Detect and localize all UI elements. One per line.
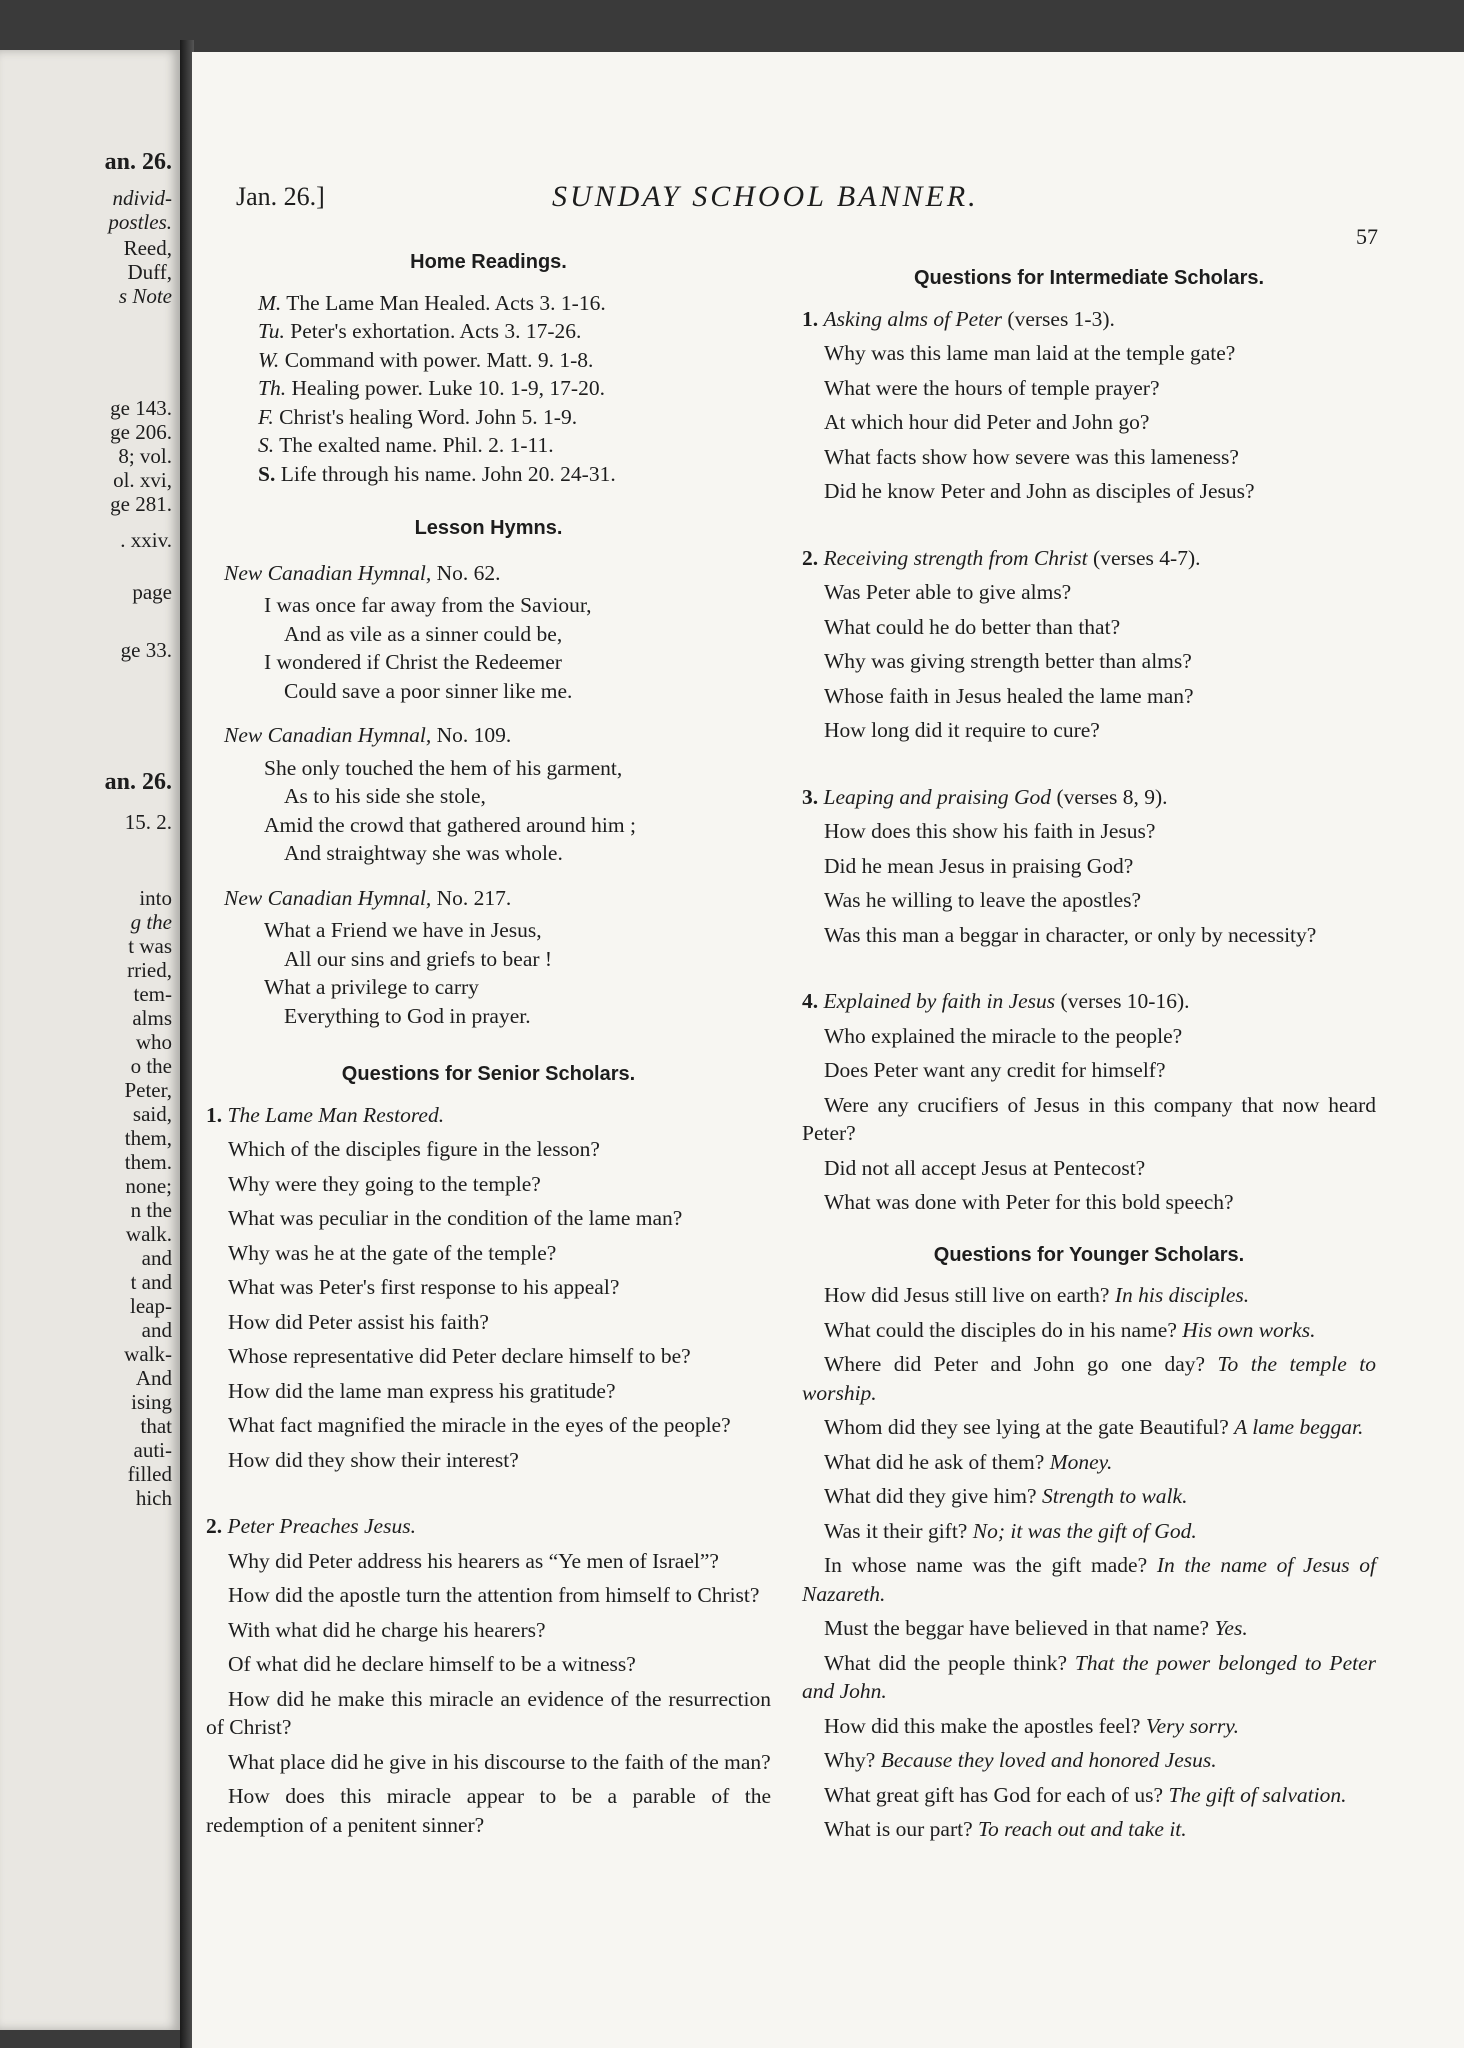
left-page-fragment: into <box>139 886 172 910</box>
hymn-line: I wondered if Christ the Redeemer <box>264 650 562 674</box>
left-page-fragment: . xxiv. <box>120 528 172 552</box>
question-item: Why did Peter address his hearers as “Ye men of Israel”? <box>228 1548 719 1573</box>
answer-text: In his disciples. <box>1114 1283 1250 1307</box>
left-page-fragment: hich <box>135 1486 172 1510</box>
left-column <box>206 248 771 1845</box>
question-item: Whose representative did Peter declare himself to be? <box>228 1344 691 1368</box>
question-item <box>802 1316 1376 1345</box>
question-item: Did not all accept Jesus at Pentecost? <box>824 1155 1146 1180</box>
reading-text: The exalted name. Phil. 2. 1-11. <box>279 433 554 457</box>
left-page-fragment: Duff, <box>127 260 172 284</box>
left-page-fragment: an. 26. <box>104 769 172 795</box>
question-text: What did the people think? <box>824 1650 1067 1675</box>
question-item: How did he make this miracle an evidence of the resurrection of Christ? <box>206 1686 771 1739</box>
question-item: Why was he at the gate of the temple? <box>228 1240 557 1265</box>
hymn-source-name: New Canadian Hymnal, <box>224 885 432 910</box>
section-gap <box>206 1480 771 1500</box>
section-number: 3. <box>802 784 819 809</box>
question-item <box>802 1281 1376 1310</box>
question-item: How did the apostle turn the attention from himself to Christ? <box>228 1583 760 1607</box>
section-number: 1. <box>802 306 819 331</box>
question-section-title <box>802 783 1376 812</box>
left-page-fragment: walk- <box>124 1342 172 1366</box>
home-readings-list <box>206 289 771 489</box>
question-item: How did Peter assist his faith? <box>228 1309 489 1334</box>
question-item: Did he mean Jesus in praising God? <box>824 853 1134 878</box>
question-item <box>802 1614 1376 1643</box>
question-item: Were any crucifiers of Jesus in this company that now heard Peter? <box>802 1092 1376 1145</box>
left-page-fragment: s Note <box>118 284 172 308</box>
hymn-number: No. 217. <box>436 885 512 910</box>
younger-questions <box>802 1281 1376 1844</box>
question-text: How did this make the apostles feel? <box>824 1713 1141 1738</box>
reading-text: The Lame Man Healed. Acts 3. 1-16. <box>286 290 606 315</box>
question-text: In whose name was the gift made? <box>824 1553 1148 1577</box>
left-page-fragment: 8; vol. <box>118 444 172 468</box>
answer-text: Money. <box>1049 1449 1113 1474</box>
question-item: What fact magnified the miracle in the eyes of the people? <box>228 1413 731 1437</box>
question-item <box>802 1350 1376 1407</box>
section-gap <box>802 955 1376 975</box>
left-page-fragment: auti- <box>133 1438 172 1462</box>
section-number: 2. <box>206 1514 223 1538</box>
question-text: What did they give him? <box>824 1484 1037 1508</box>
hymn-line: What a Friend we have in Jesus, <box>264 918 542 942</box>
answer-text: Very sorry. <box>1145 1713 1239 1738</box>
senior-questions <box>206 1101 771 1840</box>
section-gap <box>802 512 1376 532</box>
reading-text: Christ's healing Word. John 5. 1-9. <box>279 404 578 429</box>
hymn-number: No. 62. <box>436 560 501 585</box>
question-item: Why was this lame man laid at the temple gate? <box>824 341 1236 365</box>
question-item: Was Peter able to give alms? <box>824 580 1072 604</box>
question-text: Whom did they see lying at the gate Beautiful? <box>824 1415 1229 1439</box>
left-page-fragment: an. 26. <box>104 149 172 175</box>
section-verses: (verses 1-3). <box>1007 306 1115 331</box>
question-text: What is our part? <box>824 1817 973 1841</box>
question-text: Must the beggar have believed in that name? <box>824 1616 1210 1640</box>
question-text: What great gift has God for each of us? <box>824 1782 1164 1807</box>
left-page-fragment: rried, <box>127 958 172 982</box>
answer-text: Yes. <box>1214 1616 1248 1640</box>
header-date: Jan. 26.] <box>236 182 325 211</box>
question-text: Where did Peter and John go one day? <box>824 1352 1206 1376</box>
answer-text: The gift of salvation. <box>1168 1782 1347 1807</box>
answer-text: His own works. <box>1182 1317 1316 1342</box>
question-item: What was peculiar in the condition of the lame man? <box>228 1206 683 1230</box>
question-item: How long did it require to cure? <box>824 718 1100 742</box>
section-number: 1. <box>206 1102 223 1127</box>
page <box>192 52 1464 2048</box>
reading-text: Life through his name. John 20. 24-31. <box>280 461 616 486</box>
left-page-fragment: postles. <box>108 210 172 234</box>
left-page-fragment: page <box>132 580 172 604</box>
section-title-text: Asking alms of Peter <box>823 306 1003 331</box>
question-item: How did the lame man express his gratitude? <box>228 1378 616 1403</box>
left-page-fragment: g the <box>130 910 172 934</box>
section-title-text: Receiving strength from Christ <box>823 545 1088 570</box>
senior-questions-heading: Questions for Senior Scholars. <box>341 1063 636 1085</box>
lesson-hymns-heading: Lesson Hymns. <box>414 517 563 539</box>
question-text: What could the disciples do in his name? <box>824 1317 1177 1342</box>
hymn-line: I was once far away from the Saviour, <box>264 593 592 617</box>
question-item <box>802 1482 1376 1511</box>
home-readings-heading: Home Readings. <box>410 251 567 273</box>
hymn-source-name: New Canadian Hymnal, <box>224 560 432 585</box>
left-page-fragment: them. <box>124 1150 172 1174</box>
question-item <box>802 1448 1376 1477</box>
question-item: Who explained the miracle to the people? <box>824 1023 1183 1048</box>
left-page-fragment: none; <box>125 1174 172 1198</box>
intermediate-questions-heading: Questions for Intermediate Scholars. <box>913 267 1265 289</box>
answer-text: A lame beggar. <box>1234 1415 1364 1439</box>
left-page-fragment: ol. xvi, <box>113 468 172 492</box>
left-page-fragment: ge 206. <box>110 420 172 444</box>
left-page-fragment: and <box>141 1246 172 1270</box>
home-reading-item <box>258 317 771 346</box>
question-section-title <box>802 544 1376 573</box>
question-section-title <box>802 987 1376 1016</box>
right-column <box>802 264 1376 1850</box>
question-item: Which of the disciples figure in the lesson? <box>228 1137 600 1161</box>
question-item <box>802 1746 1376 1775</box>
section-verses: (verses 10-16). <box>1060 989 1190 1013</box>
question-item: What were the hours of temple prayer? <box>824 375 1160 400</box>
younger-questions-heading: Questions for Younger Scholars. <box>933 1243 1245 1266</box>
question-text: Why? <box>824 1748 876 1772</box>
question-item: How does this miracle appear to be a parable of the redemption of a penitent sinner? <box>206 1784 771 1837</box>
hymn-source-name: New Canadian Hymnal, <box>224 723 432 747</box>
question-item <box>802 1712 1376 1741</box>
hymn-line: And straightway she was whole. <box>284 841 563 865</box>
section-number: 4. <box>802 989 819 1013</box>
question-item: With what did he charge his hearers? <box>228 1617 546 1642</box>
hymn-source <box>224 559 771 588</box>
question-item <box>802 1551 1376 1608</box>
section-title-text: Leaping and praising God <box>823 784 1052 809</box>
answer-text: That the power belonged to Peter and John. <box>802 1650 1376 1703</box>
section-number: 2. <box>802 545 819 570</box>
question-item <box>802 1815 1376 1844</box>
left-page-fragment: ising <box>131 1390 172 1414</box>
question-item: Was this man a beggar in character, or only by necessity? <box>824 922 1317 947</box>
question-item: What could he do better than that? <box>824 614 1121 639</box>
section-title-text: Peter Preaches Jesus. <box>227 1514 416 1538</box>
question-item: What facts show how severe was this lameness? <box>824 444 1239 469</box>
answer-text: Because they loved and honored Jesus. <box>880 1748 1217 1772</box>
home-reading-item <box>258 289 771 318</box>
reading-day: F. <box>258 404 274 429</box>
question-section-title <box>206 1101 771 1130</box>
answer-text: Strength to walk. <box>1041 1484 1188 1508</box>
left-page-fragment: And <box>135 1366 172 1390</box>
left-page-fragment: Reed, <box>123 236 172 260</box>
left-page-fragment: said, <box>132 1102 172 1126</box>
hymn-line: Could save a poor sinner like me. <box>284 678 573 703</box>
reading-day: W. <box>258 347 280 372</box>
left-page-fragment: o the <box>130 1054 172 1078</box>
left-page-fragment: ge 33. <box>120 638 172 662</box>
left-page-fragment: them, <box>124 1126 172 1150</box>
left-page-fragment: walk. <box>125 1222 172 1246</box>
hymn-number: No. 109. <box>436 723 512 747</box>
reading-day: S. <box>258 461 276 486</box>
question-item: Why were they going to the temple? <box>228 1171 541 1196</box>
home-reading-item <box>258 346 771 375</box>
left-page-fragment: leap- <box>130 1294 172 1318</box>
reading-text: Peter's exhortation. Acts 3. 17-26. <box>290 319 582 343</box>
left-page-fragment: filled <box>127 1462 172 1486</box>
section-verses: (verses 4-7). <box>1093 545 1201 570</box>
reading-day: S. <box>258 433 275 457</box>
left-page-fragment: alms <box>132 1006 172 1030</box>
reading-day: M. <box>258 290 282 315</box>
left-page-fragment: Peter, <box>124 1078 172 1102</box>
reading-day: Tu. <box>258 319 285 343</box>
hymn-line: She only touched the hem of his garment, <box>264 755 623 780</box>
left-page-fragment: ge 143. <box>110 396 172 420</box>
question-section-title <box>802 305 1376 334</box>
answer-text: No; it was the gift of God. <box>972 1518 1197 1543</box>
question-item: Of what did he declare himself to be a witness? <box>228 1652 636 1676</box>
question-text: What did he ask of them? <box>824 1449 1045 1474</box>
answer-text: In the name of Jesus of Nazareth. <box>802 1553 1377 1606</box>
question-item <box>802 1781 1376 1810</box>
hymn-line: Everything to God in prayer. <box>284 1003 531 1028</box>
reading-day: Th. <box>258 376 287 400</box>
left-page-fragment: t and <box>130 1270 172 1294</box>
left-page-fragment: n the <box>130 1198 172 1222</box>
question-item: How does this show his faith in Jesus? <box>824 819 1156 843</box>
page-number: 57 <box>1356 224 1378 249</box>
question-item: How did they show their interest? <box>228 1447 519 1472</box>
left-page-fragment: who <box>135 1030 172 1054</box>
answer-text: To reach out and take it. <box>978 1817 1187 1841</box>
left-page-fragment: 15. 2. <box>124 810 172 834</box>
section-title-text: Explained by faith in Jesus <box>823 989 1056 1013</box>
intermediate-questions <box>802 305 1376 1217</box>
hymn-line: What a privilege to carry <box>264 975 479 999</box>
hymn-line: All our sins and griefs to bear ! <box>284 946 553 971</box>
hymn-source <box>224 721 771 750</box>
reading-text: Healing power. Luke 10. 1-9, 17-20. <box>291 376 605 400</box>
question-item: Did he know Peter and John as disciples of Jesus? <box>824 479 1255 503</box>
left-page-fragment: ndivid- <box>112 186 172 210</box>
home-reading-item <box>258 431 771 460</box>
home-reading-item <box>258 374 771 403</box>
question-item: What place did he give in his discourse to the faith of the man? <box>228 1749 771 1774</box>
question-item <box>802 1517 1376 1546</box>
question-item: Why was giving strength better than alms? <box>824 649 1192 673</box>
question-text: Was it their gift? <box>824 1518 968 1543</box>
answer-text: To the temple to worship. <box>802 1352 1376 1405</box>
hymn-source <box>224 884 771 913</box>
reading-text: Command with power. Matt. 9. 1-8. <box>284 347 594 372</box>
question-item: At which hour did Peter and John go? <box>824 410 1150 434</box>
question-item: Was he willing to leave the apostles? <box>824 888 1142 912</box>
question-item: Whose faith in Jesus healed the lame man? <box>824 683 1194 708</box>
question-item <box>802 1649 1376 1706</box>
question-item <box>802 1413 1376 1442</box>
running-title: SUNDAY SCHOOL BANNER. <box>552 180 979 213</box>
left-page-fragment: ge 281. <box>110 492 172 516</box>
left-page-fragment: tem- <box>133 982 172 1006</box>
section-gap <box>802 751 1376 771</box>
left-page-margin <box>0 50 180 2030</box>
question-item: What was Peter's first response to his appeal? <box>228 1275 620 1299</box>
section-title-text: The Lame Man Restored. <box>227 1102 445 1127</box>
section-verses: (verses 8, 9). <box>1056 784 1168 809</box>
question-section-title <box>206 1512 771 1541</box>
home-reading-item <box>258 460 771 489</box>
home-reading-item <box>258 403 771 432</box>
hymn-line: Amid the crowd that gathered around him ; <box>264 812 636 837</box>
question-item: Does Peter want any credit for himself? <box>824 1058 1166 1082</box>
left-page-fragment: and <box>141 1318 172 1342</box>
question-item: What was done with Peter for this bold speech? <box>824 1190 1234 1214</box>
left-page-fragment: that <box>140 1414 172 1438</box>
hymn-line: As to his side she stole, <box>284 784 486 808</box>
hymn-line: And as vile as a sinner could be, <box>284 621 563 646</box>
question-text: How did Jesus still live on earth? <box>824 1283 1110 1307</box>
left-page-fragment: t was <box>128 934 172 958</box>
lesson-hymns-list <box>206 559 771 1031</box>
